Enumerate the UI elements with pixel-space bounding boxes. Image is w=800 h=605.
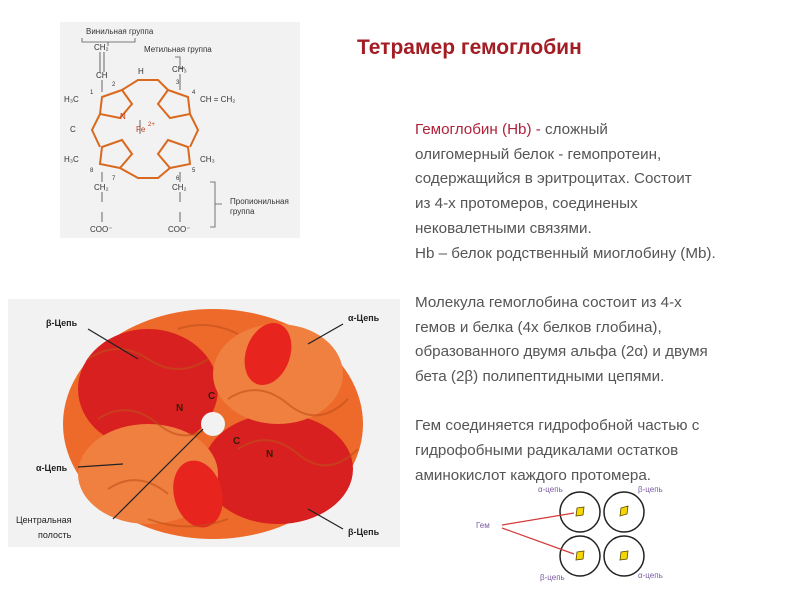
alpha-chain-label-left: α-Цепь xyxy=(36,463,68,473)
propionyl-group-label-1: Пропионильная xyxy=(230,197,289,206)
paragraph-3-line-2: гидрофобными радикалами остатков xyxy=(415,442,679,460)
atom-n-1: N xyxy=(120,112,126,121)
protein-ribbon-svg xyxy=(8,299,400,547)
paragraph-2-line-1: Молекула гемоглобина состоит из 4-х xyxy=(415,293,682,311)
atom-ch2-left-1: CH₂ xyxy=(94,183,109,192)
atom-h3c-bottom-left: H₃C xyxy=(64,155,79,164)
position-3: 3 xyxy=(176,80,180,86)
atom-ch3-top: CH₃ xyxy=(172,65,187,74)
paragraph-3-line-3: аминокислот каждого протомера. xyxy=(415,466,652,484)
paragraph-1-line-6: Hb – белок родственный миоглобину (Mb). xyxy=(415,244,716,262)
paragraph-2-line-2: гемов и белка (4х белков глобина), xyxy=(415,318,662,336)
slide-title: Тетрамер гемоглобин xyxy=(357,36,582,59)
chain-letter-n-1: N xyxy=(176,403,184,414)
central-cavity-label-2: полость xyxy=(38,530,72,540)
position-7: 7 xyxy=(112,176,116,182)
paragraph-1-line-5: нековалетными связями. xyxy=(415,219,592,237)
tetramer-label-beta-bottom: β-цепь xyxy=(540,573,565,582)
central-cavity-label-1: Центральная xyxy=(16,515,72,525)
methyl-group-label: Метильная группа xyxy=(144,45,212,54)
heme-4-icon xyxy=(620,551,628,560)
vinyl-group-label: Винильная группа xyxy=(86,27,154,36)
atom-h3c-left: H₃C xyxy=(64,95,79,104)
atom-ch2-top: CH₂ xyxy=(94,43,109,52)
tetramer-label-heme: Гем xyxy=(476,521,490,530)
propionyl-group-label-2: группа xyxy=(230,207,255,216)
paragraph-1-line-3: содержащийся в эритроцитах. Состоит xyxy=(415,170,692,188)
atom-ch2-right-1: CH₂ xyxy=(172,183,187,192)
paragraph-1-line-2: олигомерный белок - гемопротеин, xyxy=(415,145,662,163)
hemoglobin-protein-figure xyxy=(8,299,400,547)
chain-letter-n-2: N xyxy=(266,449,274,460)
tetramer-diagram-svg xyxy=(450,480,680,600)
atom-ch-vinyl: CH xyxy=(96,71,108,80)
position-8: 8 xyxy=(90,168,94,174)
paragraph-2-line-4: бета (2β) полипептидными цепями. xyxy=(415,368,665,386)
heme-3-icon xyxy=(576,551,584,560)
heme-1-icon xyxy=(576,507,584,516)
atom-ch3-right: CH₃ xyxy=(200,155,215,164)
heme-structure-svg xyxy=(60,22,300,238)
atom-fe-charge: 2+ xyxy=(148,122,155,128)
atom-c-meso-left: C xyxy=(70,125,76,134)
slide-body-text xyxy=(415,118,785,489)
paragraph-2-line-3: образованного двумя альфа (2α) и двумя xyxy=(415,343,708,361)
alpha-chain-label-top: α-Цепь xyxy=(348,313,380,323)
paragraph-3-line-1: Гем соединяется гидрофобной частью с xyxy=(415,417,700,435)
chain-letter-c-2: C xyxy=(233,436,241,447)
paragraph-1-line-4: из 4-х протомеров, соединеных xyxy=(415,195,638,213)
position-1: 1 xyxy=(90,90,94,96)
hb-term: Гемоглобин (Hb) - xyxy=(415,121,546,138)
position-2: 2 xyxy=(112,82,116,88)
heme-arrow-2 xyxy=(502,528,574,554)
tetramer-label-alpha-top: α-цепь xyxy=(538,485,563,494)
position-4: 4 xyxy=(192,90,196,96)
heme-structure-figure xyxy=(60,22,300,238)
atom-h-top: H xyxy=(138,67,144,76)
atom-coo-right: COO⁻ xyxy=(168,225,191,234)
chain-letter-c-1: C xyxy=(208,391,216,402)
paragraph-1-line-1: Гемоглобин (Hb) - сложный xyxy=(415,121,608,138)
tetramer-label-beta-top: β-цепь xyxy=(638,485,663,494)
position-5: 5 xyxy=(192,168,196,174)
position-6: 6 xyxy=(176,176,180,182)
beta-chain-label-bottom: β-Цепь xyxy=(348,527,380,537)
tetramer-label-alpha-bottom: α-цепь xyxy=(638,571,663,580)
atom-vinyl-right: CH = CH₂ xyxy=(200,95,236,104)
protein-blob xyxy=(63,309,363,539)
atom-coo-left: COO⁻ xyxy=(90,225,113,234)
atom-fe: Fe xyxy=(136,125,146,134)
beta-chain-label-top: β-Цепь xyxy=(46,318,78,328)
tetramer-diagram xyxy=(450,480,680,600)
